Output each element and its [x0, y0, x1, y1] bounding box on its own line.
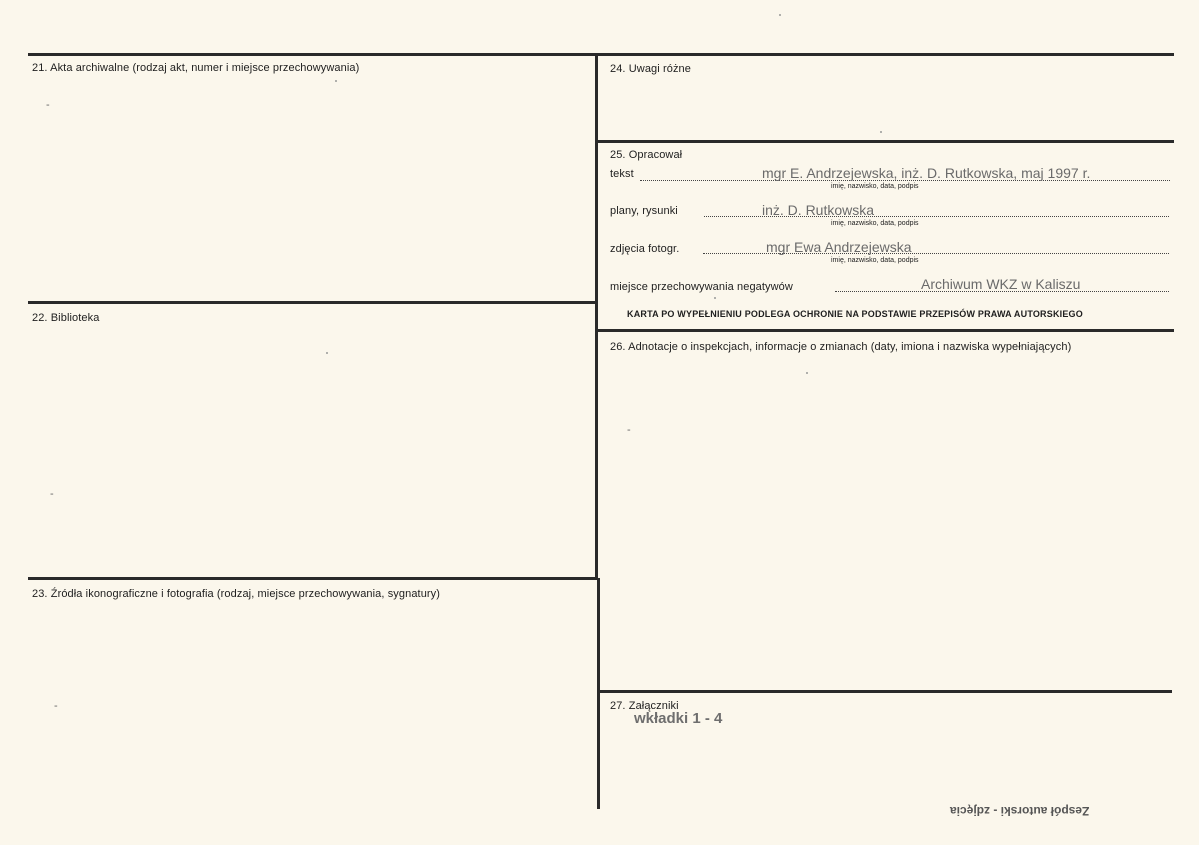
rule-22-23 [28, 577, 598, 580]
rule-26-27 [597, 690, 1172, 693]
plany-caption: imię, nazwisko, data, podpis [831, 220, 919, 227]
negatywy-label: miejsce przechowywania negatywów [610, 281, 793, 293]
zdjecia-caption: imię, nazwisko, data, podpis [831, 257, 919, 264]
paper-speck [806, 372, 808, 374]
plany-value: inż. D. Rutkowska [762, 202, 875, 218]
section-27-label: 27. Załączniki [610, 700, 679, 712]
tekst-label: tekst [610, 168, 634, 180]
section-23-dash: - [54, 700, 58, 712]
paper-speck [779, 14, 781, 16]
paper-speck [880, 131, 882, 133]
top-rule [28, 53, 1174, 56]
tekst-caption: imię, nazwisko, data, podpis [831, 183, 919, 190]
section-21-dash: - [46, 99, 50, 111]
section-26-dash: - [627, 424, 631, 436]
plany-label: plany, rysunki [610, 205, 678, 217]
zdjecia-label: zdjęcia fotogr. [610, 243, 680, 255]
paper-speck [335, 80, 337, 82]
mirrored-footer-text: Zespół autorski - zdjęcia [950, 804, 1090, 818]
zdjecia-value: mgr Ewa Andrzejewska [766, 239, 912, 255]
copyright-notice: KARTA PO WYPEŁNIENIU PODLEGA OCHRONIE NA PODSTAWIE PRZEPISÓW PRAWA AUTORSKIEGO [627, 309, 1083, 319]
rule-21-22 [28, 301, 596, 304]
rule-24-25 [597, 140, 1174, 143]
section-25-label: 25. Opracował [610, 149, 683, 161]
section-24-label: 24. Uwagi różne [610, 63, 691, 75]
center-divider [595, 53, 598, 578]
section-22-label: 22. Biblioteka [32, 312, 100, 324]
right-column-divider [597, 578, 600, 809]
section-23-label: 23. Źródła ikonograficzne i fotografia (rodzaj, miejsce przechowywania, sygnatury) [32, 588, 441, 600]
rule-25-26 [597, 329, 1174, 332]
section-27-value: wkładki 1 - 4 [634, 710, 723, 727]
section-22-dash: - [50, 488, 54, 500]
section-26-label: 26. Adnotacje o inspekcjach, informacje o zmianach (daty, imiona i nazwiska wypełniających) [610, 341, 1072, 353]
paper-speck [714, 297, 716, 299]
paper-speck [326, 352, 328, 354]
section-21-label: 21. Akta archiwalne (rodzaj akt, numer i miejsce przechowywania) [32, 62, 360, 74]
tekst-value: mgr E. Andrzejewska, inż. D. Rutkowska, maj 1997 r. [762, 165, 1091, 181]
negatywy-value: Archiwum WKZ w Kaliszu [921, 276, 1081, 292]
